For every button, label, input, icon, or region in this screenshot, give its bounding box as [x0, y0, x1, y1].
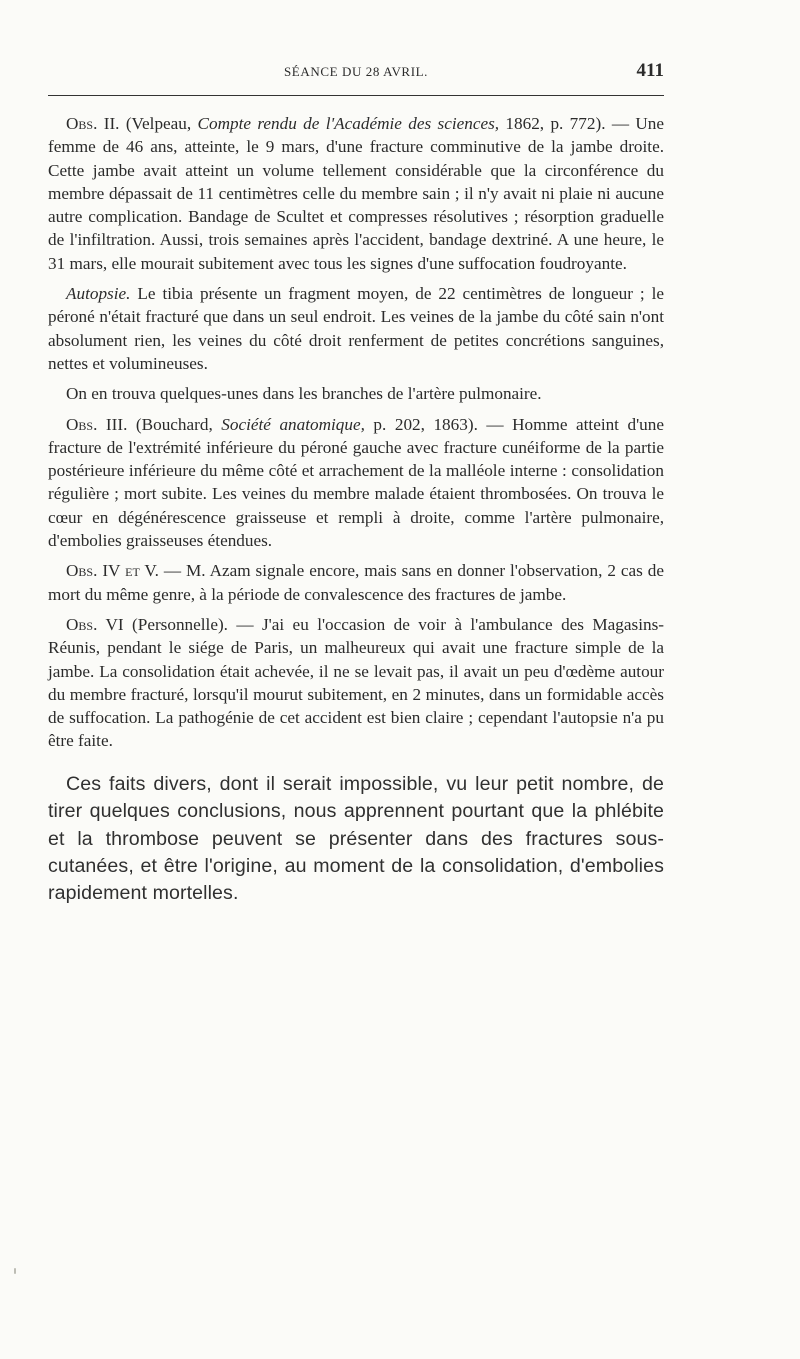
obs-text: (Personnelle). — J'ai eu l'occasion de voir à l'ambulance des Magasins-Réunis, pendant le siége de Paris, un malheureux qui avait une fracture simple de la jambe. La consolidation était achevée, il ne se levait pas, il avait un peu d'œdème autour du membre fracturé, lorsqu'il mourut subitement, en 2 minutes, dans un formidable accès de suffocation. La pathogénie de cet accident est bien claire ; cependant l'autopsie n'a pu être faite. — [48, 614, 664, 751]
obs-label: Obs. III. — [66, 414, 128, 434]
page-speck — [14, 1268, 16, 1274]
autopsy-paragraph — [48, 282, 664, 375]
obs-text: 1862, p. 772). — Une femme de 46 ans, atteinte, le 9 mars, d'une fracture comminutive de la jambe droite. Cette jambe avait atteint un volume tellement considérable que la circonférence du membre dépassait de 11 centimètres celle du membre sain ; il n'y avait ni plaie ni aucune autre complication. Bandage de Scultet et compresses résolutives ; résorption graduelle de l'infiltration. Aussi, trois semaines après l'accident, bandage dextriné. A une heure, le 31 mars, elle mourait subitement avec tous les signes d'une suffocation foudroyante. — [48, 114, 664, 273]
obs-open: (Velpeau, — [119, 114, 198, 133]
obs-open: (Bouchard, — [127, 414, 222, 434]
observation-2 — [48, 112, 664, 275]
conclusion-paragraph: Ces faits divers, dont il serait impossible, vu leur petit nombre, de tirer quelques conclusions, nous apprennent pourtant que la phlébite et la thrombose peuvent se présenter dans des fractures sous-cutanées, et être l'origine, au moment de la consolidation, d'embolies rapidement mortelles. — [48, 772, 664, 905]
autopsy-label: Autopsie. — [66, 284, 131, 304]
page-number: 411 — [636, 60, 664, 81]
header-rule — [48, 95, 664, 96]
running-head — [48, 60, 664, 84]
observation-6 — [48, 613, 664, 753]
autopsy-text: Le tibia présente un fragment moyen, de 22 centimètres de longueur ; le péroné n'était fracturé que dans un seul endroit. Les veines de la jambe du côté sain n'ont absolument rien, les veines du côté droit renferment de petites concrétions sanguines, nettes et volumineuses. — [48, 284, 664, 373]
obs-label: Obs. IV et V. — [66, 561, 159, 581]
running-title: SÉANCE DU 28 AVRIL. — [283, 64, 429, 79]
obs-text: — M. Azam signale encore, mais sans en donner l'observation, 2 cas de mort du même genre, à la période de convalescence des fractures de jambe. — [48, 561, 664, 604]
obs-source: Société anatomique, — [221, 414, 365, 434]
pulmonary-paragraph: On en trouva quelques-unes dans les branches de l'artère pulmonaire. — [66, 384, 542, 404]
obs-text: p. 202, 1863). — Homme atteint d'une fracture de l'extrémité inférieure du péroné gauche avec fracture cunéiforme de la partie postérieure inférieure du même côté et arrachement de la malléole interne : consolidation régulière ; mort subite. Les veines du membre malade étaient thrombosées. On trouva le cœur en dégénérescence graisseuse et rempli à droite, comme l'artère pulmonaire, d'embolies graisseuses étendues. — [48, 414, 664, 551]
body-text — [48, 112, 664, 927]
observation-4-5 — [48, 559, 664, 606]
observation-3 — [48, 413, 664, 553]
obs-source: Compte rendu de l'Académie des sciences, — [197, 114, 500, 133]
obs-label: Obs. VI — [66, 614, 124, 634]
obs-label: Obs. II. — [66, 114, 120, 133]
